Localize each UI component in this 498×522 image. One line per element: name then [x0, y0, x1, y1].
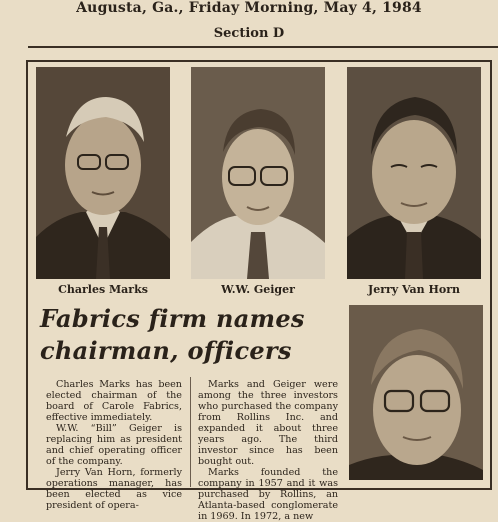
headline [40, 303, 340, 367]
paragraph: Jerry Van Horn, formerly operations manager, has been elected as vice president of opera- [46, 467, 182, 511]
caption-jerry-van-horn: Jerry Van Horn [367, 283, 461, 296]
caption-ww-geiger: W.W. Geiger [221, 283, 295, 296]
paragraph: Charles Marks has been elected chairman of the board of Carole Fabrics, effective immediately. [46, 379, 182, 423]
portrait-photo-jerry-van-horn [347, 67, 481, 279]
portrait-photo-ww-geiger [191, 67, 325, 279]
article-column-1 [46, 379, 182, 511]
paragraph: Marks founded the company in 1957 and it was purchased by Rollins, an Atlanta-based conglomerate in 1969. In 1972, a new [198, 467, 338, 522]
headline-line-1: Fabrics firm names [40, 304, 305, 333]
paragraph: Marks and Geiger were among the three investors who purchased the company from Rollins Inc. and expanded it about three years ago. The third investor since has been bought out. [198, 379, 338, 467]
portrait-photo-charles-marks [36, 67, 170, 279]
paragraph: W.W. “Bill” Geiger is replacing him as president and chief operating officer of the company. [46, 423, 182, 467]
column-divider [190, 377, 191, 487]
caption-charles-marks: Charles Marks [58, 283, 148, 296]
portrait-photo-fourth [349, 305, 483, 480]
section-label: Section D [213, 26, 285, 41]
article-column-2 [198, 379, 338, 522]
headline-line-2: chairman, officers [40, 336, 292, 365]
header-rule [28, 46, 498, 48]
dateline: Augusta, Ga., Friday Morning, May 4, 1984 [76, 0, 422, 16]
